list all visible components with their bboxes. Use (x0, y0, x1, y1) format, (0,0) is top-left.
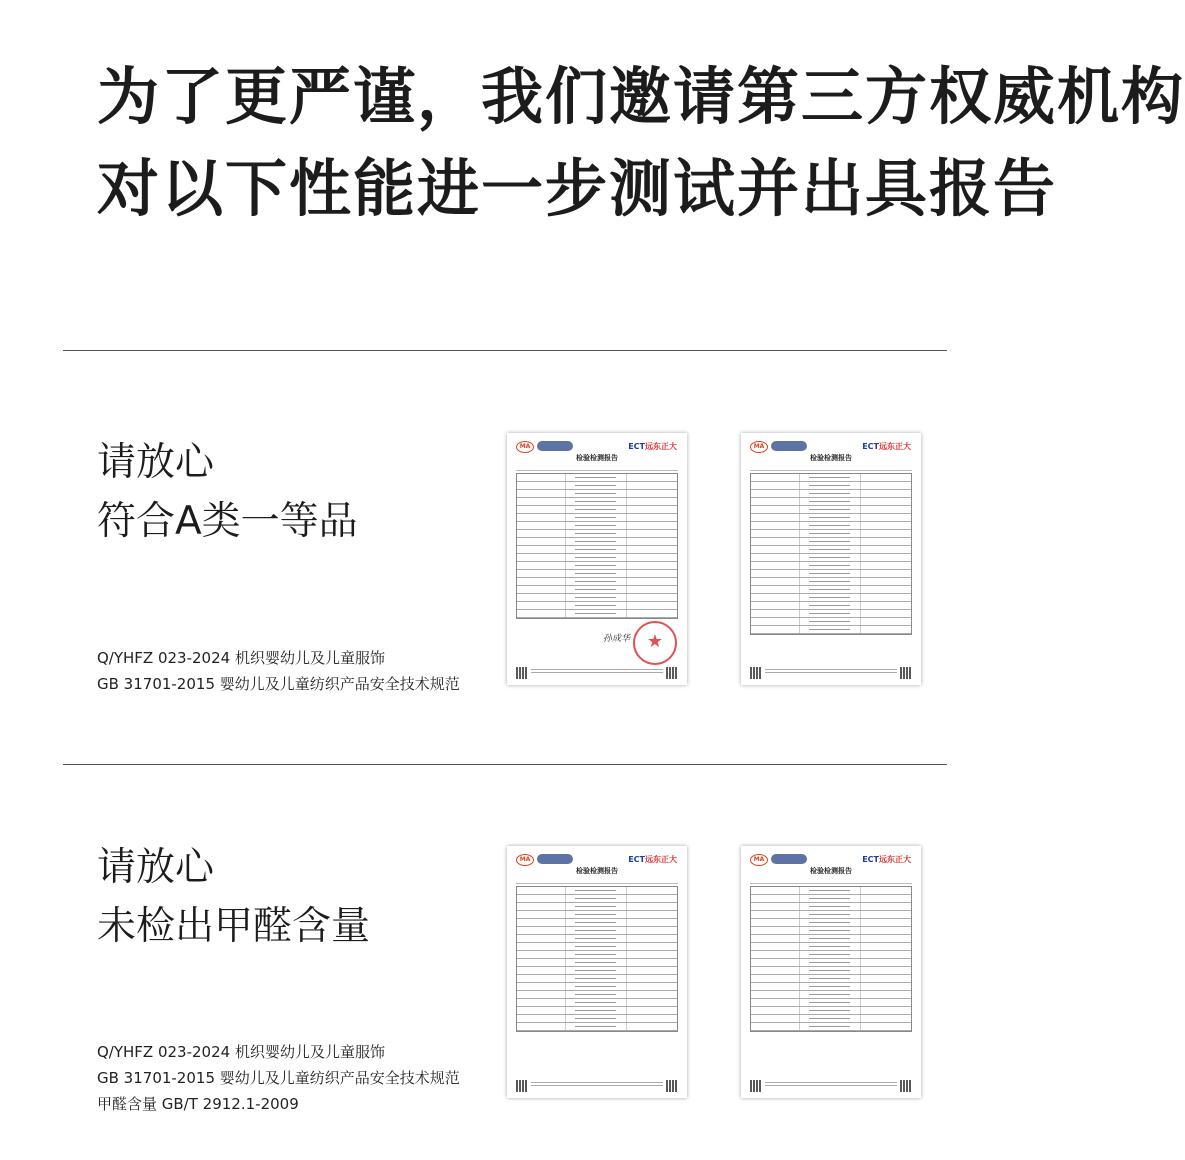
ma-mark: MA (516, 441, 534, 453)
qr-code-icon (900, 667, 912, 679)
ma-mark: MA (750, 854, 768, 866)
report-footer-text (531, 1082, 663, 1088)
report-meta-line (750, 880, 912, 884)
signature: 孙成华 (603, 634, 631, 644)
cnas-logo (537, 854, 573, 864)
section2-report-page-2 (741, 846, 921, 1098)
cnas-logo (771, 441, 807, 451)
ma-mark: MA (750, 441, 768, 453)
cnas-logo (771, 854, 807, 864)
ma-mark: MA (516, 854, 534, 866)
section2-standard-3: 甲醛含量 GB/T 2912.1-2009 (97, 1095, 299, 1113)
section2-standards (97, 1039, 460, 1117)
lab-logo: ECT远东正大 (862, 442, 911, 451)
section1-claim-line-2: 符合A类一等品 (97, 499, 358, 544)
section1-report-page-2 (741, 433, 921, 685)
qr-code-icon (750, 1080, 762, 1092)
qr-code-icon (666, 667, 678, 679)
lab-logo: ECT远东正大 (628, 442, 677, 451)
qr-code-icon (516, 1080, 528, 1092)
section1-standards (97, 645, 460, 697)
report-footer-text (531, 669, 663, 675)
report-meta-line (516, 880, 678, 884)
report-meta-line (516, 467, 678, 471)
qr-code-icon (750, 667, 762, 679)
report-footer-text (765, 669, 897, 675)
headline-line-2: 对以下性能进一步测试并出具报告 (97, 152, 1058, 225)
section2-report-page-1 (507, 846, 687, 1098)
cnas-logo (537, 441, 573, 451)
lab-logo: ECT远东正大 (628, 855, 677, 864)
qr-code-icon (516, 667, 528, 679)
section2-standard-1: Q/YHFZ 023-2024 机织婴幼儿及儿童服饰 (97, 1043, 385, 1061)
section-divider-1 (63, 350, 947, 351)
report-footer-text (765, 1082, 897, 1088)
lab-seal-stamp: ★ (633, 621, 677, 665)
report-title: 检验检测报告 (576, 867, 618, 875)
report-results-table (750, 473, 912, 635)
report-title: 检验检测报告 (810, 867, 852, 875)
section-divider-2 (63, 764, 947, 765)
lab-logo: ECT远东正大 (862, 855, 911, 864)
report-title: 检验检测报告 (576, 454, 618, 462)
report-info-table (516, 473, 678, 619)
report-formaldehyde-table (750, 886, 912, 1032)
report-results-table (516, 886, 678, 1032)
report-title: 检验检测报告 (810, 454, 852, 462)
report-meta-line (750, 467, 912, 471)
headline-line-1: 为了更严谨，我们邀请第三方权威机构 (97, 60, 1185, 133)
section1-standard-2: GB 31701-2015 婴幼儿及儿童纺织产品安全技术规范 (97, 675, 460, 693)
section1-standard-1: Q/YHFZ 023-2024 机织婴幼儿及儿童服饰 (97, 649, 385, 667)
section1-report-page-1 (507, 433, 687, 685)
section2-claim-line-1: 请放心 (97, 845, 215, 890)
qr-code-icon (900, 1080, 912, 1092)
section1-claim-line-1: 请放心 (97, 440, 215, 485)
qr-code-icon (666, 1080, 678, 1092)
section2-standard-2: GB 31701-2015 婴幼儿及儿童纺织产品安全技术规范 (97, 1069, 460, 1087)
section2-claim-line-2: 未检出甲醛含量 (97, 904, 371, 949)
